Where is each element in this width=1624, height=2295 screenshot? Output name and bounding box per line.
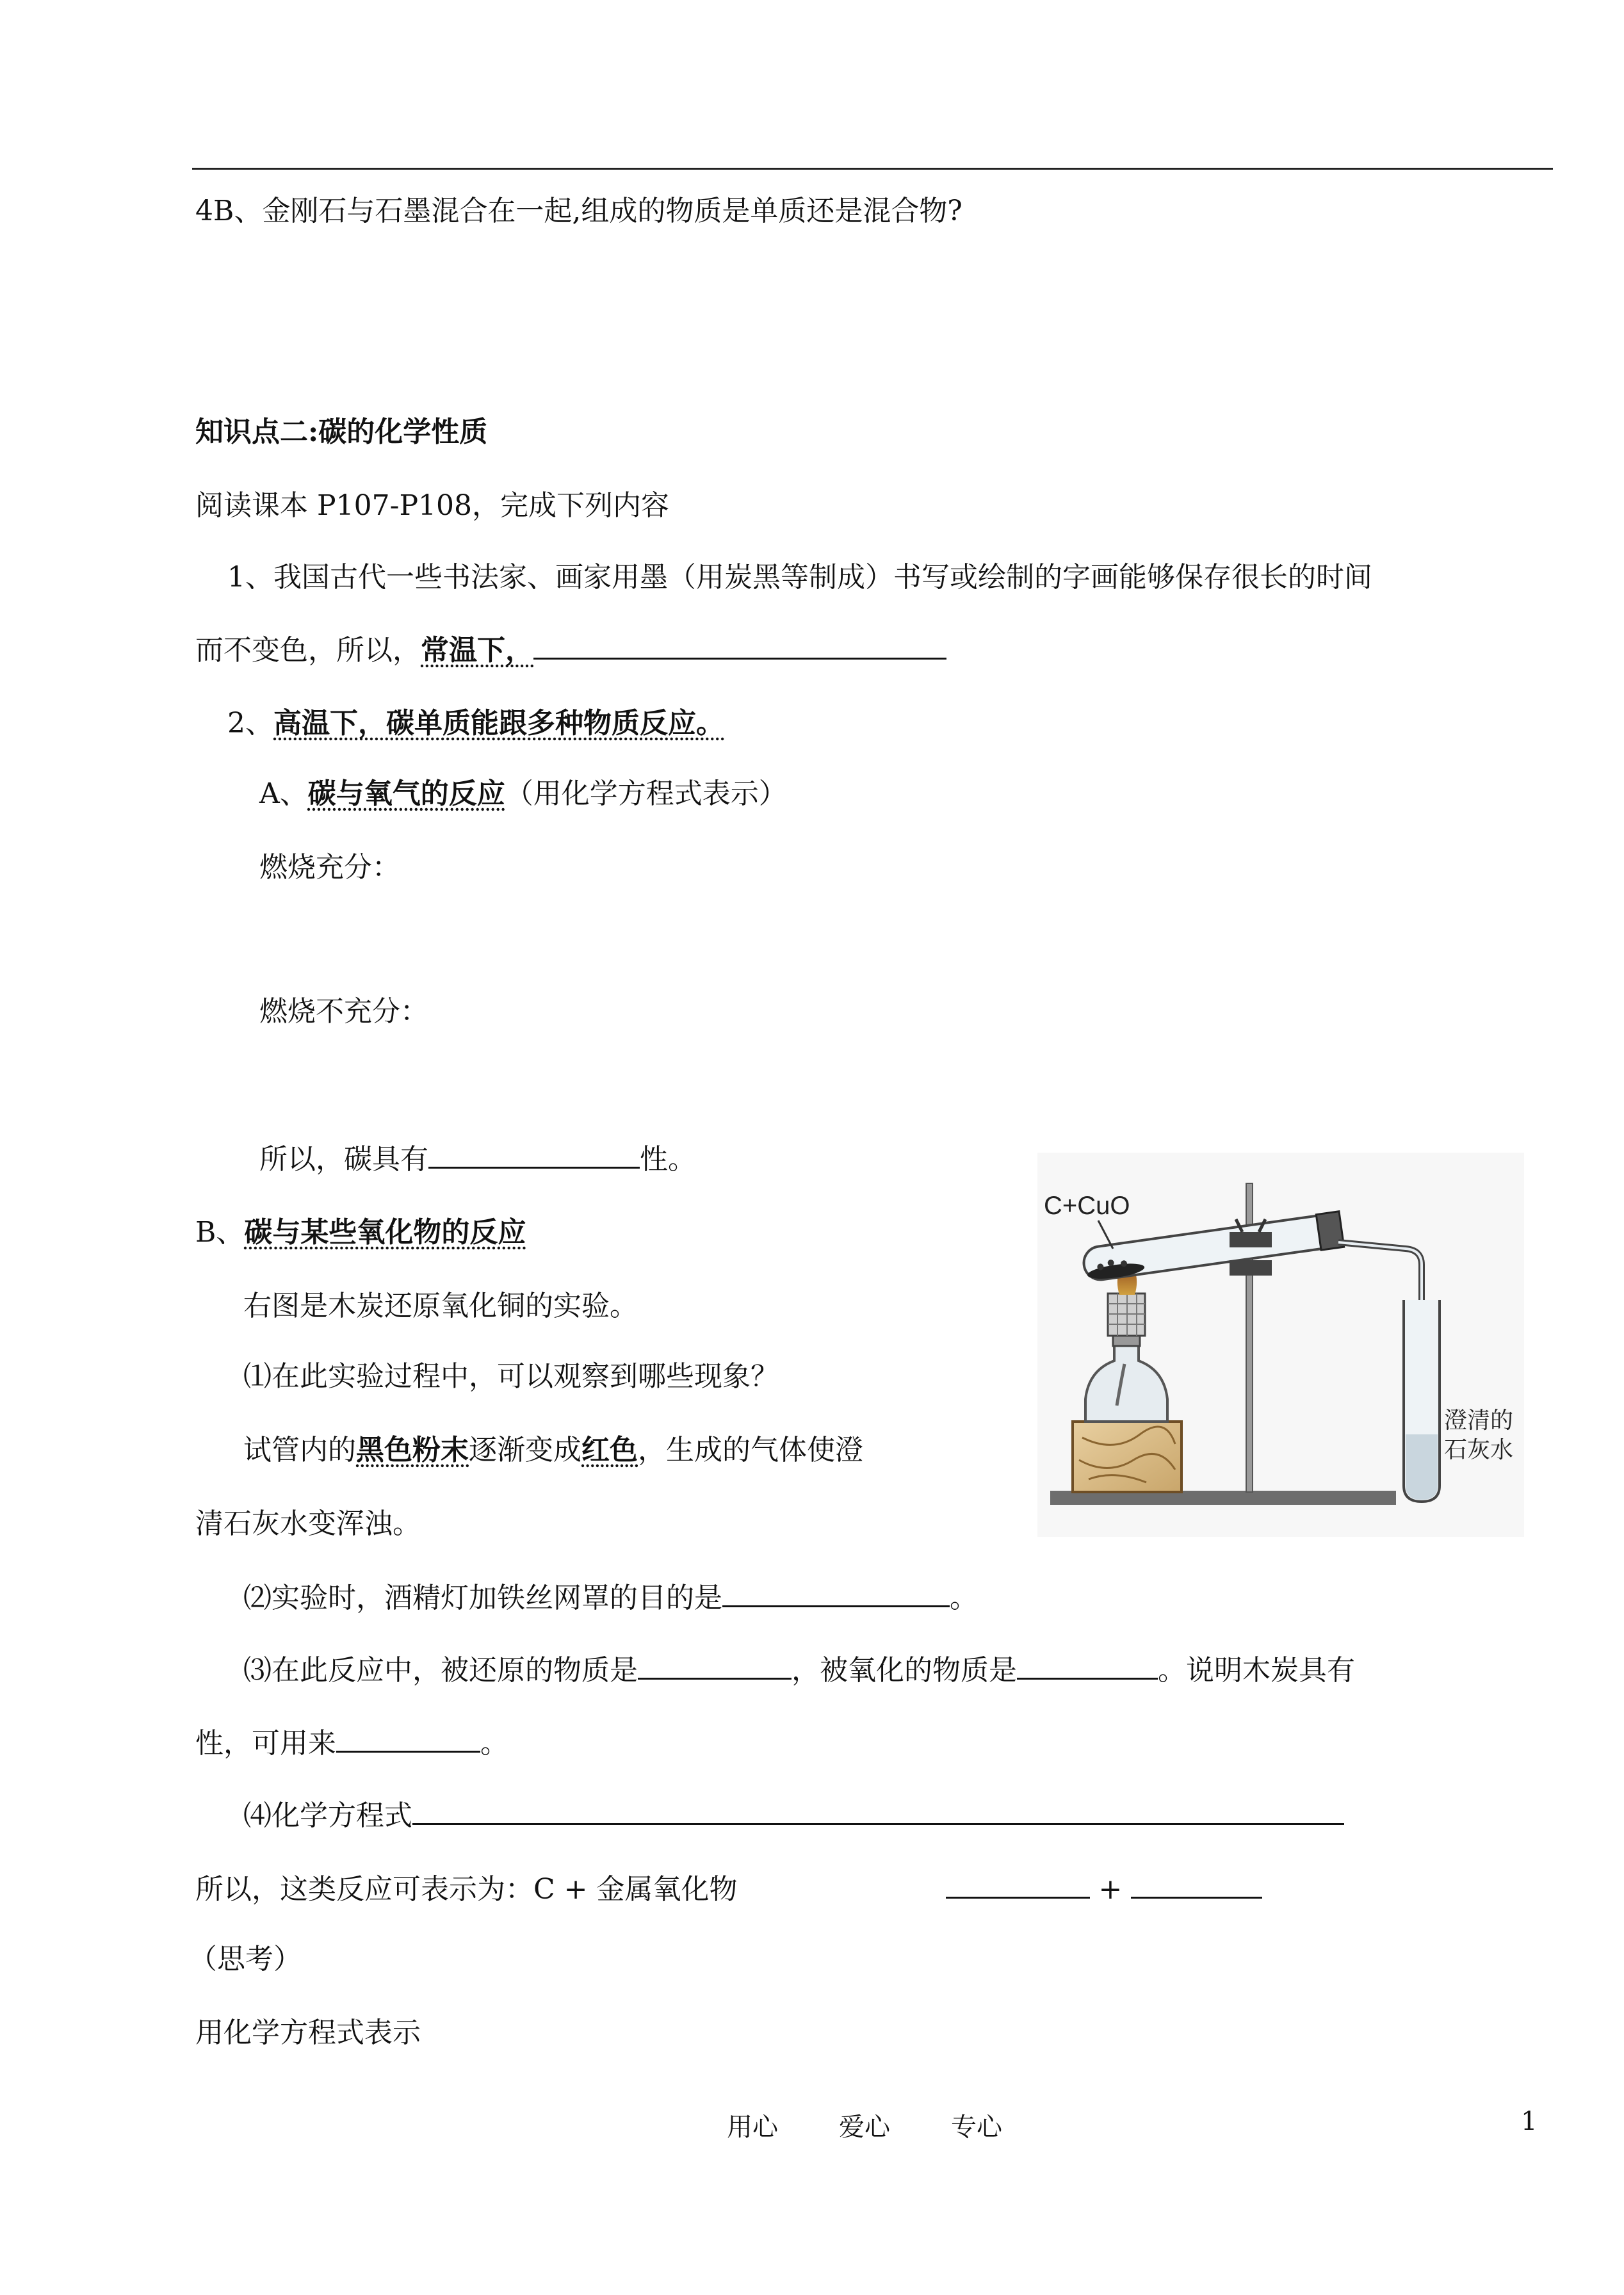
question-1-answer xyxy=(243,1431,863,1470)
question-3-end: 。 xyxy=(480,1727,508,1760)
footer-right: 专心 xyxy=(951,2113,1002,2142)
question-2-text: ⑵实验时，酒精灯加铁丝网罩的目的是 xyxy=(243,1582,722,1614)
answer-highlight-red: 红色 xyxy=(581,1434,638,1466)
footer-middle: 爱心 xyxy=(839,2113,890,2142)
label-reactants: C+CuO xyxy=(1044,1192,1130,1220)
question-3-text: 性，可用来 xyxy=(195,1727,336,1760)
question-3-line-2 xyxy=(195,1724,508,1763)
label-limewater-1: 澄清的 xyxy=(1444,1407,1514,1434)
limewater xyxy=(1406,1434,1438,1500)
answer-blank-reduced[interactable] xyxy=(638,1651,792,1680)
question-2 xyxy=(243,1578,978,1618)
item-2 xyxy=(227,704,724,743)
so-carbon-line xyxy=(259,1140,696,1179)
item-1-bold: 常温下， xyxy=(421,634,533,667)
question-4-text: ⑷化学方程式 xyxy=(243,1799,412,1832)
burn-partial-label: 燃烧不充分： xyxy=(259,995,428,1028)
plus-sign: + xyxy=(1098,1873,1123,1906)
question-1: ⑴在此实验过程中，可以观察到哪些现象？ xyxy=(243,1360,779,1393)
clamp-upper xyxy=(1230,1232,1272,1247)
item-2-text: 高温下，碳单质能跟多种物质反应。 xyxy=(273,707,724,740)
answer-blank-oxidized[interactable] xyxy=(1017,1651,1158,1680)
item-a-heading xyxy=(259,775,787,813)
so-carbon-prefix: 所以，碳具有 xyxy=(259,1143,428,1176)
item-2-number: 2、 xyxy=(227,707,273,740)
answer-blank-property[interactable] xyxy=(428,1140,640,1169)
answer-blank-equation[interactable] xyxy=(412,1796,1344,1825)
answer-text: 逐渐变成 xyxy=(469,1434,581,1466)
header-rule xyxy=(192,168,1553,170)
answer-blank-use[interactable] xyxy=(336,1724,480,1753)
item-a-bold: 碳与氧气的反应 xyxy=(307,777,505,810)
answer-blank-product-1[interactable] xyxy=(946,1870,1090,1899)
question-1-answer-line-2: 清石灰水变浑浊。 xyxy=(195,1507,421,1540)
item-1-line-1: 1、我国古代一些书法家、画家用墨（用炭黑等制成）书写或绘制的字画能够保存很长的时间 xyxy=(227,561,1372,594)
page-number: 1 xyxy=(1521,2107,1538,2136)
item-b-heading xyxy=(195,1213,526,1252)
experiment-figure xyxy=(1037,1153,1524,1537)
item-a-suffix: （用化学方程式表示） xyxy=(505,777,787,810)
figure-description: 右图是木炭还原氧化铜的实验。 xyxy=(243,1290,638,1322)
so-carbon-suffix: 性。 xyxy=(640,1143,696,1176)
answer-blank-wire-mesh[interactable] xyxy=(722,1578,950,1607)
question-4b: 4B、金刚石与石墨混合在一起,组成的物质是单质还是混合物? xyxy=(195,195,962,227)
answer-text: 试管内的 xyxy=(243,1434,356,1466)
section-title: 知识点二:碳的化学性质 xyxy=(195,416,488,448)
answer-highlight-black-powder: 黑色粉末 xyxy=(356,1434,469,1466)
item-b-prefix: B、 xyxy=(195,1216,245,1249)
general-reaction-text: 所以，这类反应可表示为：C + 金属氧化物 xyxy=(195,1873,738,1906)
item-b-bold: 碳与某些氧化物的反应 xyxy=(244,1216,526,1249)
footer-left: 用心 xyxy=(727,2113,778,2142)
question-2-end: 。 xyxy=(950,1582,978,1614)
question-4 xyxy=(243,1796,1344,1835)
wood-block xyxy=(1073,1422,1181,1492)
answer-blank-product-2[interactable] xyxy=(1131,1870,1262,1899)
item-1-prefix: 而不变色，所以， xyxy=(195,634,421,667)
answer-text: ，生成的气体使澄 xyxy=(638,1434,863,1466)
item-1-line-2 xyxy=(195,631,946,670)
answer-blank-room-temp[interactable] xyxy=(533,631,946,660)
question-3 xyxy=(243,1651,1355,1690)
question-3-text: ，被氧化的物质是 xyxy=(792,1654,1017,1687)
general-reaction xyxy=(195,1870,1262,1909)
item-a-prefix: A、 xyxy=(259,777,308,810)
burn-full-label: 燃烧充分： xyxy=(259,851,400,884)
question-3-text: ⑶在此反应中，被还原的物质是 xyxy=(243,1654,638,1687)
express-label: 用化学方程式表示 xyxy=(195,2016,421,2049)
question-3-text: 。说明木炭具有 xyxy=(1158,1654,1355,1687)
think-label: （思考） xyxy=(189,1943,302,1975)
clamp-lower xyxy=(1230,1260,1272,1276)
reading-instruction: 阅读课本 P107-P108，完成下列内容 xyxy=(195,489,670,522)
label-limewater-2: 石灰水 xyxy=(1444,1437,1514,1463)
